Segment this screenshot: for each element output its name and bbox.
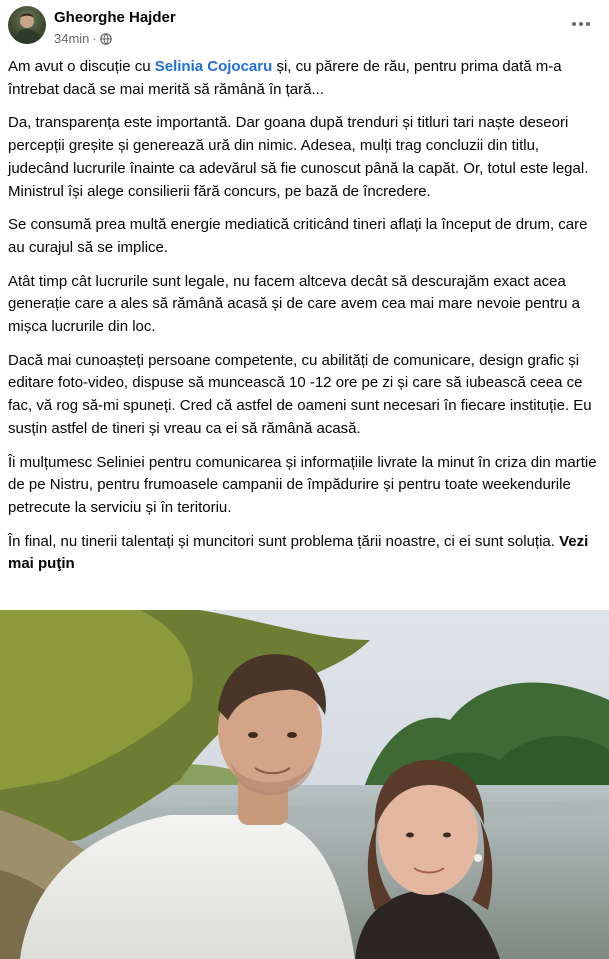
- mention-link[interactable]: Selinia Cojocaru: [154, 58, 273, 75]
- more-dot: [579, 22, 583, 26]
- globe-icon[interactable]: [100, 33, 112, 45]
- selfie-photo[interactable]: [0, 610, 609, 959]
- meta-separator: ·: [92, 31, 97, 46]
- paragraph-1-end: și, cu părere de rău, pentru prima dată m-a întrebat dacă se mai merită să rămână în țară...: [8, 58, 562, 98]
- paragraph-3: Se consumă prea multă energie mediatică criticând tineri aflați la început de drum, care au curajul să se implice.: [8, 216, 588, 256]
- post-meta: [54, 31, 112, 46]
- more-options-icon[interactable]: [569, 14, 593, 34]
- paragraph-5: Dacă mai cunoașteți persoane competente, cu abilități de comunicare, design grafic și editare foto-video, dispuse să muncească 10 -12 ore pe zi și care să iubească ceea ce fac, vă rog să-mi spuneți. Cred că astfel de oameni sunt necesari în fiecare instituție. Eu susțin astfel de tineri și vreau ca ei să rămână acasă.: [8, 351, 592, 437]
- paragraph-7-text: În final, nu tinerii talentați și muncitori sunt problema țării noastre, ci ei sunt soluția.: [8, 532, 555, 550]
- post-header: [0, 0, 609, 52]
- more-dot: [572, 22, 576, 26]
- more-dot: [586, 22, 590, 26]
- paragraph-7: [8, 531, 600, 576]
- paragraph-1: [8, 56, 600, 101]
- author-name[interactable]: Gheorghe Hajder: [54, 9, 176, 26]
- author-avatar[interactable]: [8, 6, 46, 44]
- paragraph-4: Atât timp cât lucrurile sunt legale, nu facem altceva decât să descurajăm exact acea generație care a ales să rămână acasă și de care avem cea mai mare nevoie pentru a mișca lucrurile din loc.: [8, 272, 580, 336]
- paragraph-2: Da, transparența este importantă. Dar goana după trenduri și titluri tari naște deseori percepții greșite și generează ură din nimic. Adesea, mulți trag concluzii din titlu, judecând lucrurile înainte ca adevărul să fie cunoscut până la capăt. Or, totul este legal. Ministrul își alege consilierii fără concurs, pe bază de încredere.: [8, 114, 589, 200]
- paragraph-6: Îi mulțumesc Seliniei pentru comunicarea și informațiile livrate la minut în criza din martie de pe Nistru, pentru frumoasele campanii de împădurire și pentru toate weekendurile petrecute la serviciu și în teritoriu.: [8, 453, 597, 516]
- see-less-link[interactable]: Vezi mai puţin: [8, 532, 589, 573]
- paragraph-1-start: Am avut o discuție cu: [8, 58, 155, 75]
- post-time[interactable]: 34min: [54, 31, 90, 46]
- post-text: [8, 56, 600, 587]
